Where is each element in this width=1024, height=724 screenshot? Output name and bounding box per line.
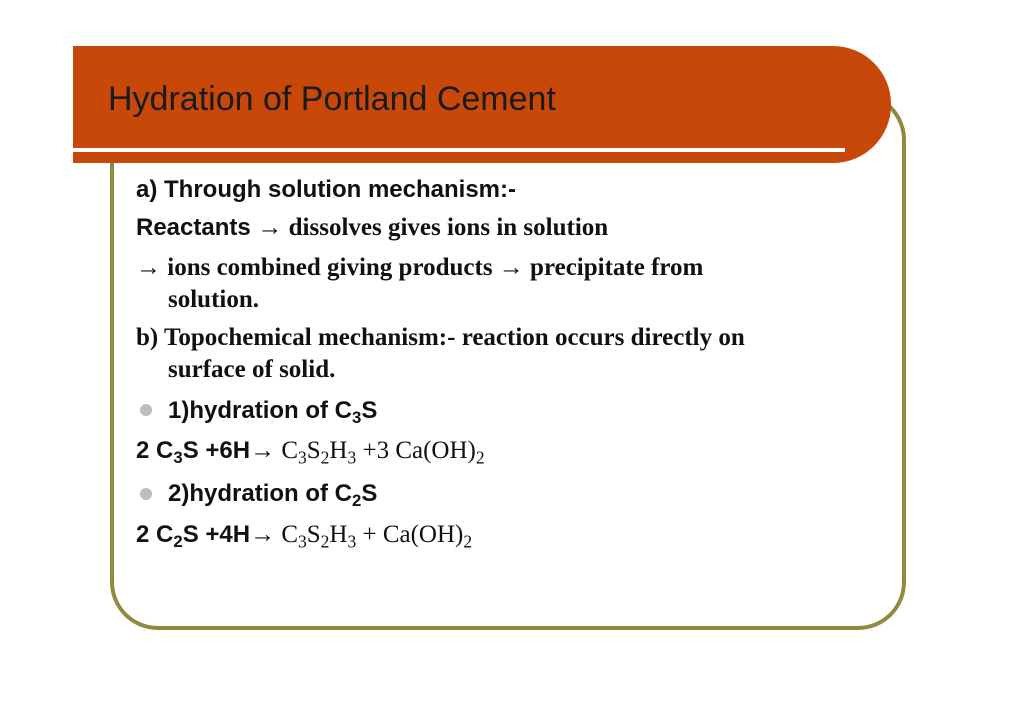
bullet-icon bbox=[140, 488, 152, 500]
bullet-hydration-c2s: 2)hydration of $C_2S$ bbox=[168, 480, 378, 511]
line-reactants bbox=[136, 214, 608, 242]
equation-c3s: 2 $C_3S +6H\to C_3S_2H_3 +3$ $Ca(OH)_2$ bbox=[136, 437, 485, 468]
equation-c2s: 2 $C_2S +4H\to C_3S_2H_3 + Ca(OH)_2$ bbox=[136, 521, 473, 552]
line-solution-mechanism: a) Through solution mechanism:- bbox=[136, 176, 517, 203]
line-ions-combined: → ions combined giving products → precipitate from bbox=[136, 254, 704, 281]
slide-title: Hydration of Portland Cement bbox=[108, 80, 556, 118]
bullet-icon bbox=[140, 404, 152, 416]
reactants-text: → dissolves gives ions in solution bbox=[257, 214, 609, 241]
reactants-label: Reactants bbox=[136, 214, 258, 241]
line-topochemical: b) Topochemical mechanism:- reaction occurs directly on bbox=[136, 324, 745, 351]
bullet-hydration-c3s: 1)hydration of $C_3S$ bbox=[168, 397, 378, 428]
line-surface: surface of solid. bbox=[168, 356, 336, 383]
line-solution: solution. bbox=[168, 286, 260, 313]
